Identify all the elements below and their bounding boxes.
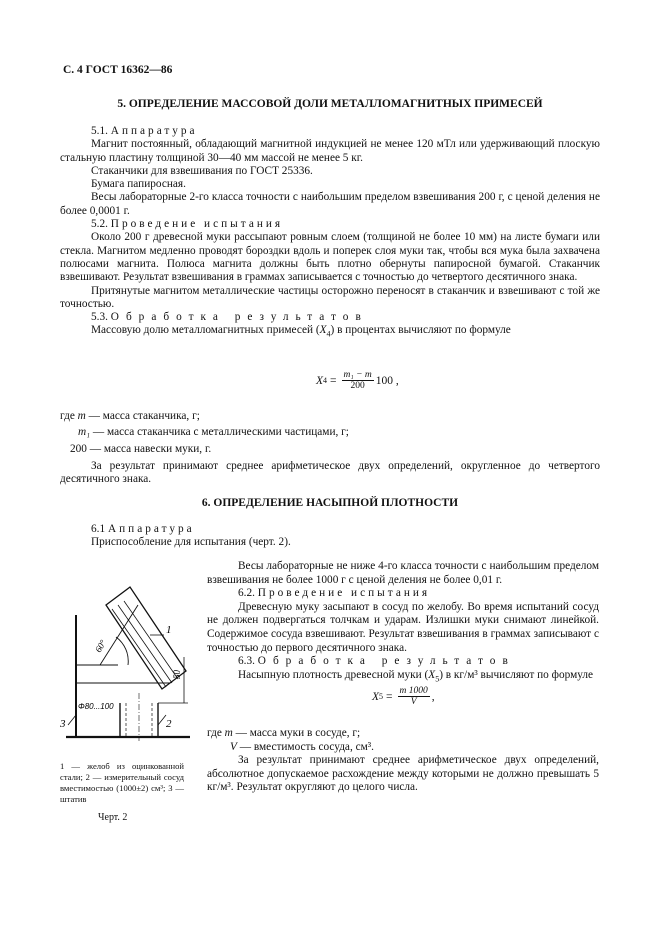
- label-2: 2: [166, 718, 172, 730]
- angle-label: 60°: [93, 638, 109, 654]
- where-line: 200 — масса навески муки, г.: [70, 442, 212, 455]
- apparatus-drawing: [58, 565, 193, 757]
- where-line: где m — масса муки в сосуде, г;: [207, 727, 361, 739]
- section-6-intro: [60, 523, 600, 550]
- paragraph: Насыпную плотность древесной муки $(X_5)$ в кг/м³ вычисляют по формуле: [238, 668, 594, 683]
- subsection-5-2-heading: 5.2. Проведение испытания: [91, 218, 284, 231]
- formula-x4: X 4 = $\frac{\text{m₁ − m}}{200}$ 100 ,: [316, 370, 399, 391]
- paragraph: Весы лабораторные 2-го класса точности с наибольшим пределом взвешивания 200 г, с ценой деления не более 0,0001 г.: [60, 191, 600, 217]
- paragraph: Приспособление для испытания (черт. 2).: [91, 536, 291, 549]
- label-3: 3: [60, 718, 66, 730]
- figure-caption: 1 — желоб из оцинкованной стали; 2 — измерительный сосуд вместимостью (1000±2) см³; 3 — штатив: [60, 761, 184, 804]
- where-line: где m — масса стаканчика, г;: [60, 410, 200, 422]
- section-5-where: [60, 410, 600, 486]
- paragraph: Стаканчики для взвешивания по ГОСТ 25336.: [91, 164, 313, 177]
- section-6-column: [207, 560, 599, 686]
- leader-3: [68, 715, 76, 725]
- paragraph: Бумага папиросная.: [91, 178, 186, 191]
- paragraph: Древесную муку засыпают в сосуд по желобу. Во время испытаний сосуд не должен подвергаться толчкам и ударам. Излишки муки снимают линейкой. Содержимое сосуда взвешивают. Результат взвешивания в граммах записывают с точностью до первого десятичного знака.: [207, 600, 599, 654]
- paragraph: Весы лабораторные не ниже 4-го класса точности с наибольшим пределом взвешивания не более 1000 г с ценой деления не более 0,01 г.: [207, 560, 599, 586]
- paragraph: Магнит постоянный, обладающий магнитной индукцией не менее 120 мТл или удерживающий плоскую стальную пластину толщиной 30—40 мм массой не менее 5 кг.: [60, 138, 600, 164]
- formula-x5: X 5 = $\frac{m 1000}{V}$ ,: [372, 686, 435, 707]
- subsection-6-3-heading: 6.3. Обработка результатов: [238, 655, 515, 668]
- where-line: m₁ — масса стаканчика с металлическими частицами, г;: [78, 426, 349, 439]
- paragraph: Около 200 г древесной муки рассыпают ровным слоем (толщиной не более 10 мм) на листе бумаги или стекла. Магнитом медленно проводят бороздки вдоль и поперек слоя муки так, чтобы вся мука была захвачена полюсами магнита. Полюса магнита должны быть плотно обернуты папиросной бумагой. Стаканчик взвешивают. Результат взвешивания в граммах записывается с точностью до четвертого десятичного знака.: [60, 231, 600, 284]
- paragraph: За результат принимают среднее арифметическое двух определений, округленное до четвертого десятичного знака.: [60, 459, 600, 486]
- angle-arc: [116, 637, 128, 665]
- subsection-6-1-heading: 6.1 Аппаратура: [91, 523, 195, 535]
- label-1: 1: [166, 624, 172, 636]
- figure-number: Черт. 2: [98, 812, 128, 823]
- paragraph: Притянутые магнитом металлические частицы осторожно переносят в стаканчик и взвешивают с той же точностью.: [60, 284, 600, 310]
- leader-2: [158, 715, 166, 725]
- section-6-title: 6. ОПРЕДЕЛЕНИЕ НАСЫПНОЙ ПЛОТНОСТИ: [201, 497, 459, 509]
- paragraph: Массовую долю металломагнитных примесей $(X_4)$ в процентах вычисляют по формуле: [91, 324, 511, 339]
- subsection-5-3-heading: 5.3. Обработка результатов: [91, 311, 368, 324]
- page-header: С. 4 ГОСТ 16362—86: [63, 64, 173, 76]
- section-5-body: [60, 125, 600, 341]
- subsection-5-1-heading: 5.1. Аппаратура: [91, 125, 198, 137]
- diameter-label: Φ80...100: [78, 702, 114, 711]
- paragraph: За результат принимают среднее арифметическое двух определений, абсолютное допускаемое расхождение между которыми не должно превышать 5 кг/м³. Результат округляют до целого числа.: [207, 754, 599, 794]
- fraction: $\frac{m 1000}{V}$: [399, 686, 428, 707]
- section-6-where: [207, 727, 599, 795]
- section-5-title: 5. ОПРЕДЕЛЕНИЕ МАССОВОЙ ДОЛИ МЕТАЛЛОМАГНИТНЫХ ПРИМЕСЕЙ: [117, 98, 543, 110]
- where-line: V — вместимость сосуда, см³.: [230, 740, 374, 753]
- subsection-6-2-heading: 6.2. Проведение испытания: [238, 587, 431, 600]
- height-label: 50: [172, 670, 182, 679]
- fraction: $\frac{\text{m₁ − m}}{200}$: [343, 370, 372, 391]
